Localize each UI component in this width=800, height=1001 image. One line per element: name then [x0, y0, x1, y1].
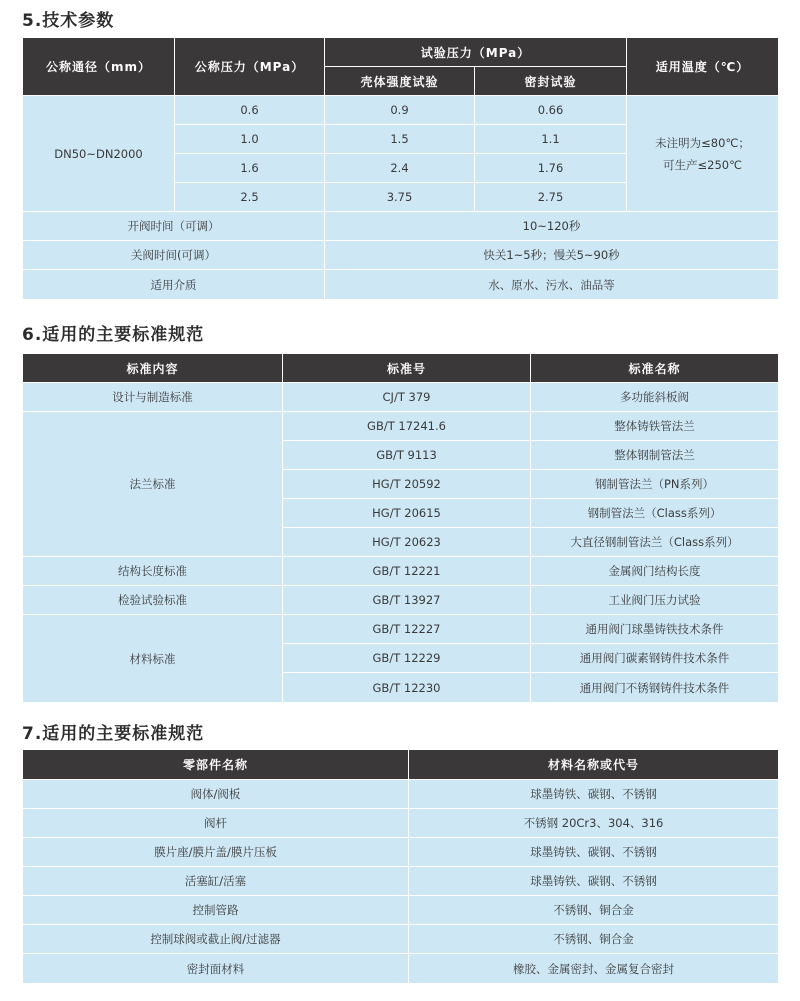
material-cell: 橡胶、金属密封、金属复合密封: [409, 954, 779, 984]
material-cell: 球墨铸铁、碳钢、不锈钢: [409, 867, 779, 896]
standard-name-cell: 大直径钢制管法兰（Class系列）: [531, 528, 779, 557]
header-temperature: 适用温度（℃）: [627, 38, 779, 96]
header-standard-code: 标准号: [283, 354, 531, 383]
header-seal-test: 密封试验: [475, 67, 627, 96]
standard-content-cell: 设计与制造标准: [23, 383, 283, 412]
standard-code-cell: GB/T 9113: [283, 441, 531, 470]
standard-name-cell: 整体铸铁管法兰: [531, 412, 779, 441]
header-part-name: 零部件名称: [23, 750, 409, 780]
section5-title: 5.技术参数: [22, 11, 115, 31]
pressure-cell: 2.5: [175, 183, 325, 212]
open-time-label: 开阀时间（可调）: [23, 212, 325, 241]
standard-code-cell: GB/T 12229: [283, 644, 531, 673]
part-name-cell: 控制管路: [23, 896, 409, 925]
temperature-line-2: 可生产≤250℃: [663, 157, 743, 172]
materials-table: [22, 749, 779, 984]
material-cell: 不锈钢、铜合金: [409, 896, 779, 925]
temperature-line-1: 未注明为≤80℃；: [655, 135, 750, 150]
standard-code-cell: CJ/T 379: [283, 383, 531, 412]
seal-test-cell: 0.66: [475, 96, 627, 125]
header-standard-content: 标准内容: [23, 354, 283, 383]
standard-content-cell: 材料标准: [23, 615, 283, 703]
standard-name-cell: 通用阀门碳素钢铸件技术条件: [531, 644, 779, 673]
standard-code-cell: GB/T 13927: [283, 586, 531, 615]
part-name-cell: 控制球阀或截止阀/过滤器: [23, 925, 409, 954]
header-material-name: 材料名称或代号: [409, 750, 779, 780]
seal-test-cell: 1.1: [475, 125, 627, 154]
standard-name-cell: 通用阀门球墨铸铁技术条件: [531, 615, 779, 644]
shell-test-cell: 1.5: [325, 125, 475, 154]
part-name-cell: 密封面材料: [23, 954, 409, 984]
medium-value: 水、原水、污水、油品等: [325, 270, 779, 300]
shell-test-cell: 2.4: [325, 154, 475, 183]
standard-code-cell: GB/T 17241.6: [283, 412, 531, 441]
section7-title: 7.适用的主要标准规范: [22, 724, 205, 744]
material-cell: 不锈钢 20Cr3、304、316: [409, 809, 779, 838]
header-nominal-diameter: 公称通径（mm）: [23, 38, 175, 96]
header-standard-name: 标准名称: [531, 354, 779, 383]
standard-name-cell: 钢制管法兰（PN系列）: [531, 470, 779, 499]
pressure-cell: 1.0: [175, 125, 325, 154]
close-time-value: 快关1~5秒；慢关5~90秒: [325, 241, 779, 270]
standard-content-cell: 结构长度标准: [23, 557, 283, 586]
standard-code-cell: GB/T 12221: [283, 557, 531, 586]
standard-name-cell: 整体钢制管法兰: [531, 441, 779, 470]
temperature-cell: [627, 96, 779, 212]
standard-content-cell: 法兰标准: [23, 412, 283, 557]
standard-name-cell: 工业阀门压力试验: [531, 586, 779, 615]
open-time-value: 10~120秒: [325, 212, 779, 241]
shell-test-cell: 3.75: [325, 183, 475, 212]
standard-code-cell: GB/T 12227: [283, 615, 531, 644]
part-name-cell: 活塞缸/活塞: [23, 867, 409, 896]
standard-name-cell: 多功能斜板阀: [531, 383, 779, 412]
medium-label: 适用介质: [23, 270, 325, 300]
seal-test-cell: 2.75: [475, 183, 627, 212]
nominal-diameter-cell: DN50~DN2000: [23, 96, 175, 212]
seal-test-cell: 1.76: [475, 154, 627, 183]
material-cell: 不锈钢、铜合金: [409, 925, 779, 954]
pressure-cell: 0.6: [175, 96, 325, 125]
close-time-label: 关阀时间(可调）: [23, 241, 325, 270]
part-name-cell: 阀杆: [23, 809, 409, 838]
header-test-pressure: 试验压力（MPa）: [325, 38, 627, 67]
section6-title: 6.适用的主要标准规范: [22, 325, 205, 345]
standard-name-cell: 钢制管法兰（Class系列）: [531, 499, 779, 528]
standard-code-cell: GB/T 12230: [283, 673, 531, 703]
header-nominal-pressure: 公称压力（MPa）: [175, 38, 325, 96]
shell-test-cell: 0.9: [325, 96, 475, 125]
standards-table: [22, 353, 779, 703]
standard-name-cell: 通用阀门不锈钢铸件技术条件: [531, 673, 779, 703]
standard-name-cell: 金属阀门结构长度: [531, 557, 779, 586]
material-cell: 球墨铸铁、碳钢、不锈钢: [409, 838, 779, 867]
part-name-cell: 膜片座/膜片盖/膜片压板: [23, 838, 409, 867]
pressure-cell: 1.6: [175, 154, 325, 183]
material-cell: 球墨铸铁、碳钢、不锈钢: [409, 780, 779, 809]
standard-code-cell: HG/T 20623: [283, 528, 531, 557]
part-name-cell: 阀体/阀板: [23, 780, 409, 809]
technical-parameters-table: [22, 37, 779, 300]
standard-content-cell: 检验试验标准: [23, 586, 283, 615]
header-shell-test: 壳体强度试验: [325, 67, 475, 96]
standard-code-cell: HG/T 20592: [283, 470, 531, 499]
standard-code-cell: HG/T 20615: [283, 499, 531, 528]
